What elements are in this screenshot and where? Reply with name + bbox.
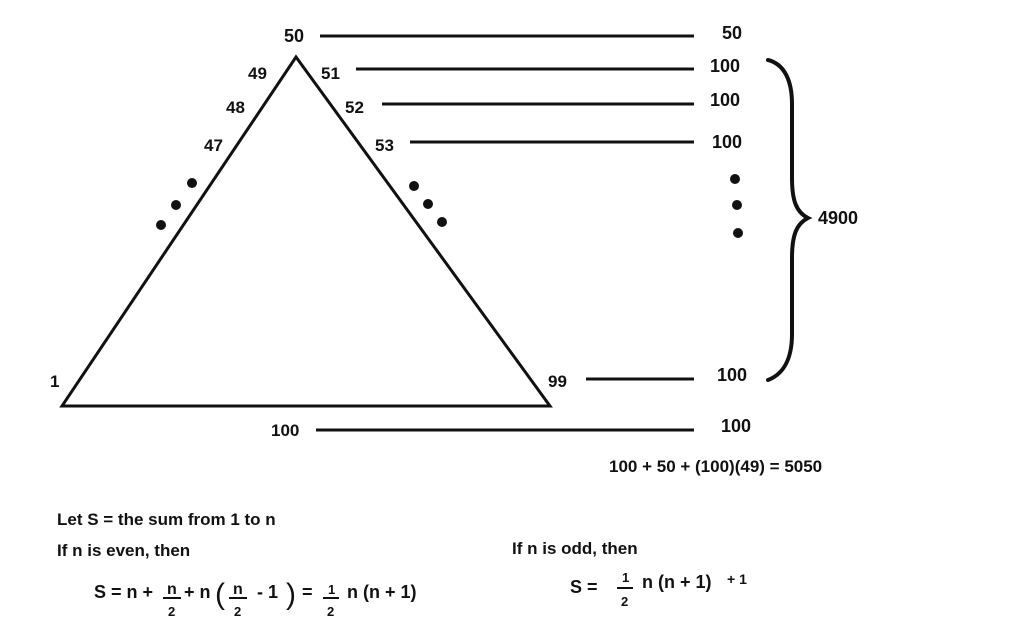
even-heading: If n is even, then <box>57 541 191 560</box>
even-minus-one: - 1 <box>257 582 279 602</box>
connector-lines <box>316 36 694 430</box>
even-n-paren: n (n + 1) <box>347 582 417 602</box>
right-label-53: 53 <box>375 136 394 155</box>
definition-text: Let S = the sum from 1 to n <box>57 510 276 529</box>
row-sum-2: 100 <box>710 90 741 110</box>
even-plus-n: + n <box>184 582 211 602</box>
brace-total: 4900 <box>818 208 859 228</box>
sums-ellipsis <box>730 174 743 238</box>
even-inner-denominator: 2 <box>234 604 242 619</box>
bottom-right-label: 99 <box>548 372 567 391</box>
bottom-left-label: 1 <box>50 372 60 391</box>
left-label-47: 47 <box>204 136 223 155</box>
odd-plus-one: + 1 <box>727 571 747 587</box>
even-inner-numerator: n <box>233 581 243 598</box>
even-s-equals: S = n + <box>94 582 154 602</box>
even-formula <box>94 578 417 619</box>
curly-brace <box>768 60 808 380</box>
left-side-ellipsis <box>156 178 197 230</box>
even-half-denominator: 2 <box>327 604 335 619</box>
apex-label: 50 <box>284 26 305 46</box>
row-sum-base: 100 <box>721 416 752 436</box>
odd-half-numerator: 1 <box>622 570 630 585</box>
row-sum-apex: 50 <box>722 23 743 43</box>
odd-s-equals: S = <box>570 577 598 597</box>
odd-half-denominator: 2 <box>621 594 629 609</box>
left-label-49: 49 <box>248 64 267 83</box>
even-paren-close: ) <box>286 578 296 611</box>
even-half-numerator: 1 <box>328 582 336 597</box>
even-equals: = <box>302 582 313 602</box>
right-label-52: 52 <box>345 98 364 117</box>
total-equation: 100 + 50 + (100)(49) = 5050 <box>609 457 823 476</box>
odd-n-paren: n (n + 1) <box>642 572 712 592</box>
row-sum-1: 100 <box>710 56 741 76</box>
right-label-51: 51 <box>321 64 340 83</box>
row-sum-3: 100 <box>712 132 743 152</box>
even-frac-n-denominator: 2 <box>168 604 176 619</box>
odd-formula <box>570 570 747 609</box>
triangle <box>62 57 550 406</box>
left-label-48: 48 <box>226 98 245 117</box>
row-sum-last: 100 <box>717 365 748 385</box>
base-label: 100 <box>271 421 300 440</box>
even-frac-n-numerator: n <box>167 581 177 598</box>
odd-heading: If n is odd, then <box>512 539 638 558</box>
even-paren-open: ( <box>215 578 225 611</box>
